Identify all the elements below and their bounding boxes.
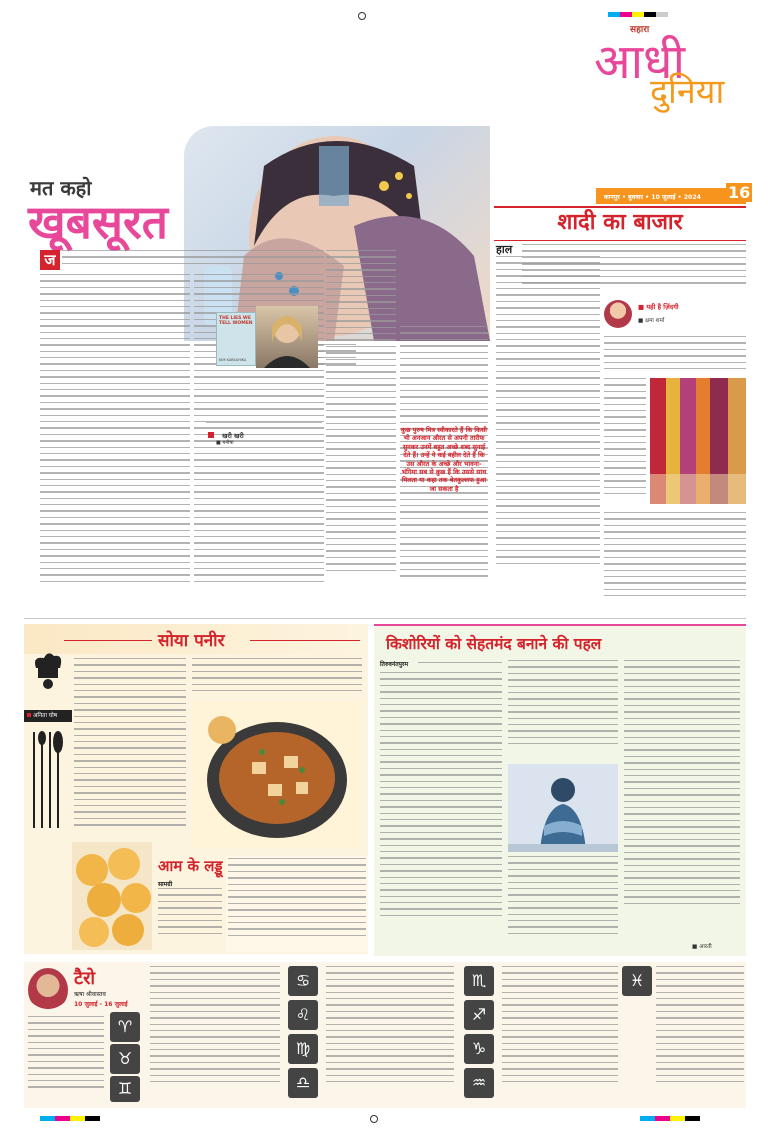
chef-name-marker: [27, 713, 31, 717]
libra-icon: ♎: [288, 1068, 318, 1098]
saree-display-art: [650, 378, 746, 504]
color-strip-right: [640, 1116, 700, 1121]
chef-hat-icon: [30, 650, 66, 690]
byline-marker: [208, 432, 214, 438]
masthead: [594, 22, 744, 202]
teen-column-1-body: [380, 672, 502, 944]
dateline-text: कानपुर • बुधवार • 10 जुलाई • 2024: [604, 194, 701, 201]
laddoo-headline: आम के लड्डू: [158, 857, 223, 875]
gemini-icon: ♊: [110, 1076, 140, 1102]
book-author: KIM KARASHIKA: [219, 358, 247, 362]
lead-column-1-body: [40, 274, 190, 614]
tarot-text-5: [656, 966, 744, 1104]
laddoo-method: [226, 856, 368, 952]
recipe-column-2: [192, 658, 362, 698]
byline-strip: [206, 422, 322, 440]
tarot-text-1: [28, 1016, 104, 1102]
tarot-name: ऋषा श्रीवास्तव: [74, 991, 106, 998]
recipe-box: [24, 624, 368, 954]
lead-column-1: [62, 250, 324, 270]
section-divider: [24, 618, 746, 619]
author-name: ■ क्षमा शर्मा: [638, 318, 665, 324]
portrait-icon: [256, 306, 318, 368]
recipe-headline-rule-right: [250, 640, 360, 641]
author-photo: [256, 306, 318, 368]
pull-quote-text: कुछ पुरुष मित्र स्वीकारते हैं कि किसी भी अनजान औरत से अपनी तारीफ सुनकर उनमें बहुत अच्छे शब्द सुनाई देते हैं। उन्हें ये कई बहील देते हैं कि उस औरत के अच्छे और भावना-भंगिमा सब से कुछ हैं कि उससे साथ मिलता या कहा तक बेतकुल्लफ हुआ जा सकता है: [401, 426, 487, 493]
ingredients-label: सामग्री: [158, 881, 173, 888]
soya-paneer-photo: [192, 702, 362, 848]
right-column-body-2: [604, 336, 746, 376]
laddoo-art: [72, 842, 152, 950]
zodiac-col-2: [284, 966, 322, 1104]
byline-label: खरी खरी: [222, 432, 244, 440]
author-avatar: [604, 300, 632, 328]
sagittarius-icon: ♐: [464, 1000, 494, 1030]
capricorn-icon: ♑: [464, 1034, 494, 1064]
sad-girl-art: [508, 764, 618, 852]
book-title: THE LIES WE TELL WOMEN: [219, 316, 253, 326]
color-strip: [608, 12, 668, 17]
recipe-column-1: [74, 658, 186, 848]
scorpio-icon: ♏: [464, 966, 494, 996]
leo-icon: ♌: [288, 1000, 318, 1030]
registration-dot-bottom: [370, 1115, 378, 1123]
right-headline: शादी का बाजार: [557, 210, 683, 235]
laddoo-ingredients: [158, 888, 222, 948]
byline-name: ■ मनीषा: [216, 440, 234, 446]
recipe-headline: सोया पनीर: [158, 631, 225, 651]
page-number: 16: [728, 183, 751, 202]
registration-marks-bottom: [40, 1116, 740, 1122]
pisces-icon: ♓: [622, 966, 652, 996]
tarot-title: टैरो: [74, 968, 96, 989]
virgo-icon: ♍: [288, 1034, 318, 1064]
pull-quote: [400, 426, 488, 548]
tarot-author-photo: [28, 968, 68, 1012]
teen-health-box: [374, 624, 746, 956]
registration-dot: [358, 12, 366, 20]
zodiac-col-3: [460, 966, 498, 1104]
teen-illustration: [508, 764, 618, 852]
utensils-icon: [28, 728, 68, 838]
cancer-icon: ♋: [288, 966, 318, 996]
saree-shop-photo: [650, 378, 746, 504]
right-column-body-4: [604, 512, 746, 612]
masthead-title-1: आधी: [594, 34, 686, 90]
teen-dateline: तिरुवनंतपुरम: [380, 661, 409, 668]
teen-column-1: [418, 662, 502, 670]
teen-byline: ■ आरती: [692, 944, 712, 950]
right-dropcap: हाल: [496, 243, 513, 256]
masthead-title-2: दुनिया: [650, 72, 725, 112]
lead-headline: खूबसूरत: [28, 195, 169, 249]
column-tag: ■ यही है ज़िंदगी: [638, 303, 679, 311]
aries-icon: ♈: [110, 1012, 140, 1042]
teen-column-2-body: [508, 856, 618, 944]
tarot-text-2: [150, 966, 280, 1104]
author-card: [604, 300, 746, 330]
aquarius-icon: ♒: [464, 1068, 494, 1098]
teen-headline: किशोरियों को सेहतमंद बनाने की पहल: [386, 635, 602, 653]
right-column-body-3: [604, 378, 646, 508]
mango-laddoo-photo: [72, 842, 152, 950]
masthead-brand: सहारा: [630, 25, 650, 35]
lead-column-3: [326, 250, 396, 610]
registration-marks-top: [48, 12, 748, 18]
tarot-section: [24, 962, 746, 1108]
right-column-body: [496, 256, 600, 596]
lead-kicker: मत कहो: [30, 176, 92, 200]
drop-cap-box: ज: [40, 250, 60, 270]
tarot-dates: 10 जुलाई - 16 जुलाई: [74, 1001, 128, 1008]
tarot-text-4: [502, 966, 618, 1104]
teen-column-3: [624, 660, 740, 944]
chef-name-tag: अनिता घोष: [24, 710, 72, 722]
dish-art: [192, 702, 362, 848]
zodiac-col-1: [106, 1012, 144, 1104]
right-headline-box: [494, 206, 746, 241]
recipe-headline-rule-left: [64, 640, 152, 641]
book-cover: [216, 312, 256, 366]
tarot-text-3: [326, 966, 454, 1104]
color-strip-left: [40, 1116, 100, 1121]
teen-column-2: [508, 660, 618, 760]
taurus-icon: ♉: [110, 1044, 140, 1074]
zodiac-col-4: [622, 966, 652, 1006]
